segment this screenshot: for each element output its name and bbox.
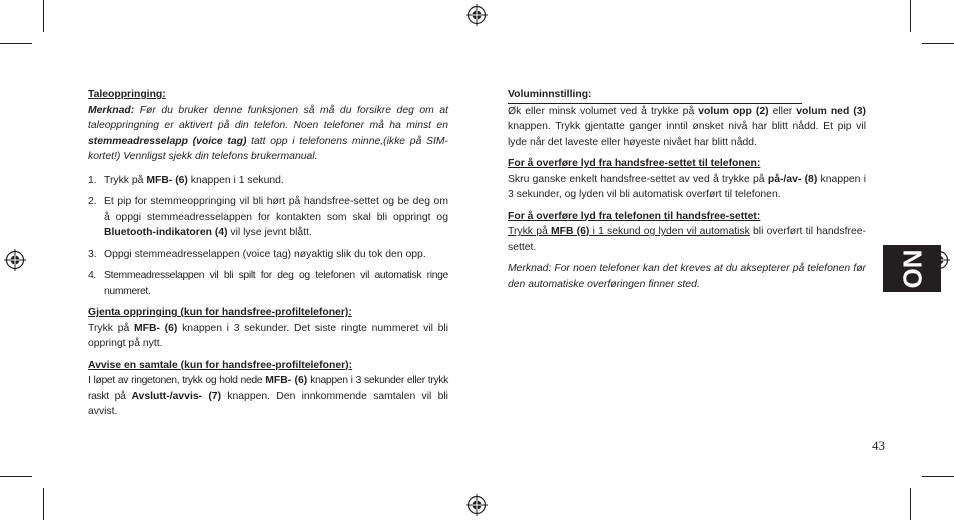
- language-tab: [883, 245, 941, 292]
- note-bold: stemmeadresselapp (voice tag): [88, 135, 247, 147]
- registration-mark-icon: [466, 494, 488, 516]
- redial-heading: Gjenta oppringing (kun for handsfree-profiltelefoner):: [88, 307, 352, 318]
- volume-text: Øk eller minsk volumet ved å trykke på volum opp (2) eller volum ned (3) knappen. Trykk gjentatte ganger inntil ønsket nivå har blitt nådd. Et pip vil lyde når det laveste eller høyeste nivået har blitt nådd.: [508, 105, 866, 148]
- page-number: 43: [872, 438, 885, 453]
- list-item: 1. Trykk på MFB- (6) knappen i 1 sekund.: [88, 174, 284, 186]
- to-handsfree-heading: For å overføre lyd fra telefonen til handsfree-settet:: [508, 210, 761, 222]
- crop-mark: [922, 43, 954, 44]
- crop-mark: [922, 476, 954, 477]
- list-item: 4. Stemmeadresselappen vil bli spilt for deg og telefonen vil automatisk ringe nummeret.: [88, 270, 448, 297]
- voice-dial-steps: [88, 173, 448, 300]
- list-item: 3. Oppgi stemmeadresselappen (voice tag) nøyaktig slik du tok den opp.: [88, 248, 426, 260]
- to-phone-heading: For å overføre lyd fra handsfree-settet til telefonen:: [508, 158, 761, 169]
- reject-heading: Avvise en samtale (kun for handsfree-profiltelefoner):: [88, 359, 353, 371]
- volume-heading: Voluminnstilling:: [508, 87, 802, 104]
- right-column: [508, 87, 866, 292]
- redial-text: Trykk på MFB- (6) knappen i 3 sekunder. Det siste ringte nummeret vil bli oppringt på nytt.: [88, 322, 449, 349]
- language-tab-label: NO: [897, 249, 928, 289]
- crop-mark: [0, 476, 32, 477]
- crop-mark: [43, 488, 44, 520]
- to-handsfree-text: Trykk på MFB (6) i 1 sekund og lyden vil automatisk bli overført til handsfree-settet.: [508, 226, 866, 253]
- voice-dial-note: [88, 103, 448, 165]
- transfer-note: Merknad: For noen telefoner kan det kreves at du aksepterer på telefonen før den automatiske overføringen finner sted.: [508, 263, 866, 290]
- note-text: tatt opp i telefonens minne,(ikke på SIM-kortet!) Vennligst sjekk din telefons brukermanual.: [88, 135, 448, 162]
- to-phone-text: Skru ganske enkelt handsfree-settet av ved å trykke på på-/av- (8) knappen i 3 sekunder, og lyden vil bli automatisk overført til telefonen.: [508, 173, 866, 200]
- taleoppringing-heading: Taleoppringing:: [88, 89, 166, 100]
- reject-text: I løpet av ringetonen, trykk og hold nede MFB- (6) knappen i 3 sekunder eller trykk raskt på Avslutt-/avvis- (7) knappen. Den innkommende samtalen vil bli avvist.: [88, 375, 448, 417]
- crop-mark: [0, 43, 32, 44]
- crop-mark: [910, 0, 911, 32]
- crop-mark: [43, 0, 44, 32]
- crop-mark: [910, 488, 911, 520]
- registration-mark-icon: [4, 249, 26, 271]
- list-item: 2. Et pip for stemmeoppringing vil bli hørt på handsfree-settet og be deg om å oppgi stemmeadresselappen for kontakten som skal bli oppringt og Bluetooth-indikatoren (4) vil lyse jevnt blått.: [88, 196, 448, 238]
- note-label: Merknad:: [88, 104, 135, 116]
- left-column: [88, 87, 448, 420]
- note-text: Før du bruker denne funksjonen så må du forsikre deg om at taleoppringning er aktivert på din telefon. Noen telefoner må ha minst en: [88, 104, 448, 131]
- registration-mark-icon: [466, 4, 488, 26]
